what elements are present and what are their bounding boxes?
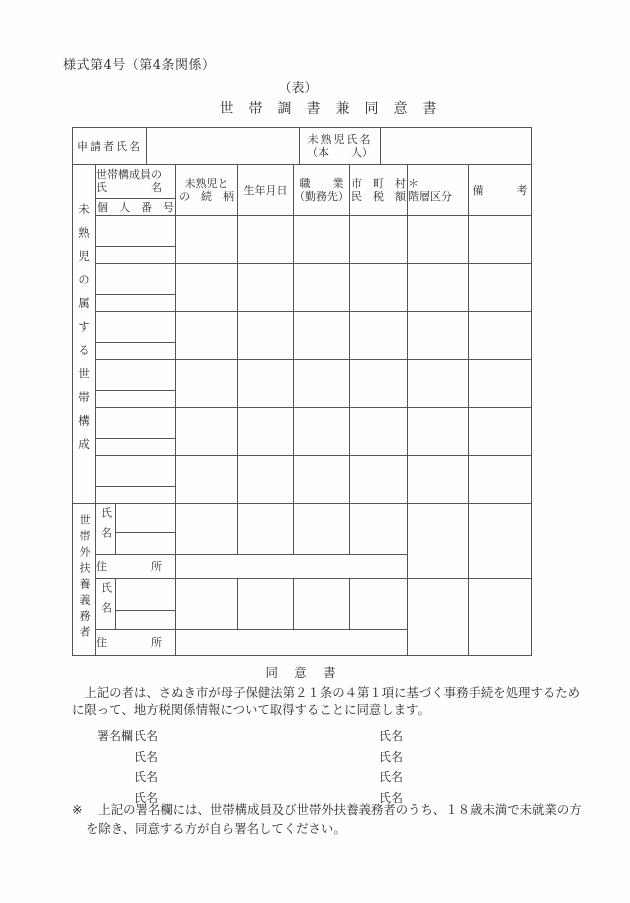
- member-name-field: [96, 455, 176, 486]
- consent-section: [72, 663, 587, 718]
- dependent-name-field: [116, 503, 176, 532]
- municipal-tax-field: [350, 311, 408, 359]
- household-section-label-text: 未熟児の属する世帯構成: [77, 202, 91, 462]
- birthdate-field: [238, 263, 294, 311]
- dependent-relationship-field: [176, 578, 238, 629]
- signature-name-label: 氏名: [379, 749, 404, 764]
- dependent-address-label: 住 所: [96, 554, 176, 578]
- signature-name-label: 氏名: [134, 770, 159, 784]
- tier-field: [408, 311, 469, 359]
- side-indicator: （表）: [278, 81, 318, 96]
- signature-section: [97, 727, 403, 809]
- form-number: 様式第4号（第4条関係）: [63, 58, 216, 73]
- member-number-field: [96, 486, 176, 503]
- footnote-section: [72, 800, 582, 838]
- remarks-field: [469, 359, 532, 407]
- dependent-municipal-tax-field: [350, 578, 408, 629]
- remarks-field: [469, 407, 532, 455]
- member-name-header: [96, 164, 176, 198]
- occupation-field: [294, 215, 350, 263]
- occupation-header: 職 業 （勤務先）: [294, 164, 350, 215]
- signature-column-label: 署名欄: [97, 729, 134, 743]
- household-survey-table: [72, 127, 531, 656]
- member-name-field: [96, 263, 176, 294]
- dependents-section-label: [73, 503, 96, 655]
- dependent-occupation-field: [294, 578, 350, 629]
- member-number-field: [96, 246, 176, 263]
- municipal-tax-field: [350, 407, 408, 455]
- municipal-tax-field: [350, 455, 408, 503]
- infant-name-label: [300, 128, 381, 164]
- tier-field: [408, 263, 469, 311]
- member-name-field: [96, 407, 176, 438]
- member-number-field: [96, 438, 176, 455]
- signature-row: [97, 727, 403, 748]
- signature-row: [97, 768, 403, 789]
- birthdate-field: [238, 359, 294, 407]
- signature-name-label: 氏名: [134, 749, 159, 764]
- signature-row: [97, 748, 403, 769]
- relationship-field: [176, 407, 238, 455]
- applicant-row: [72, 127, 532, 164]
- dependent-address-label: 住 所: [96, 629, 176, 655]
- relationship-field: [176, 263, 238, 311]
- dependent-relationship-field: [176, 503, 238, 554]
- applicant-name-field: [147, 128, 300, 164]
- consent-text-line1: 上記の者は、さぬき市が母子保健法第２１条の４第１項に基づく事務手続を処理するため: [72, 685, 581, 700]
- dependent-number-field: [116, 532, 176, 554]
- member-number-field: [96, 342, 176, 359]
- birthdate-field: [238, 215, 294, 263]
- dependent-tier-field: [408, 578, 469, 655]
- occupation-field: [294, 359, 350, 407]
- infant-name-field: [381, 128, 532, 164]
- signature-name-label: 氏名: [379, 770, 404, 784]
- form-title: 世帯調書兼同意書: [219, 101, 452, 117]
- dependent-name-label: 氏名: [96, 578, 116, 629]
- birthdate-field: [238, 311, 294, 359]
- tier-field: [408, 359, 469, 407]
- consent-text-line2: に限って、地方税関係情報について取得することに同意します。: [72, 702, 430, 717]
- occupation-field: [294, 263, 350, 311]
- signature-name-label: 氏名: [379, 790, 404, 805]
- dependent-occupation-field: [294, 503, 350, 554]
- member-number-field: [96, 294, 176, 311]
- remarks-field: [469, 215, 532, 263]
- tier-header-asterisk: ＊: [408, 176, 419, 190]
- dependent-address-field: [176, 554, 408, 578]
- dependent-name-field: [116, 578, 176, 610]
- footnote-line2: を除き、同意する方が自ら署名してください。: [86, 821, 346, 836]
- infant-name-label-line2: （本 人）: [307, 145, 373, 159]
- dependents-section-label-text: 世帯外扶養義務者: [78, 513, 91, 642]
- consent-title: 同 意 書: [265, 665, 338, 680]
- dependent-address-field: [176, 629, 408, 655]
- footnote-line1: 上記の署名欄には、世帯構成員及び世帯外扶養義務者のうち、１８歳未満で未就業の方: [86, 802, 582, 817]
- remarks-header: 備 考: [469, 164, 532, 215]
- remarks-field: [469, 455, 532, 503]
- member-name-field: [96, 311, 176, 342]
- remarks-field: [469, 263, 532, 311]
- relationship-header: 未熟児と の 続 柄: [176, 164, 238, 215]
- tier-field: [408, 407, 469, 455]
- dependent-tier-field: [408, 503, 469, 578]
- footnote-marker: ※: [72, 802, 83, 817]
- member-name-field: [96, 359, 176, 390]
- occupation-field: [294, 407, 350, 455]
- tier-field: [408, 455, 469, 503]
- member-name-header-line1: 世帯構成員の: [96, 168, 162, 181]
- signature-name-label: 氏名: [379, 729, 404, 743]
- relationship-field: [176, 215, 238, 263]
- occupation-field: [294, 455, 350, 503]
- dependent-municipal-tax-field: [350, 503, 408, 554]
- remarks-field: [469, 311, 532, 359]
- member-number-field: [96, 390, 176, 407]
- dependent-remarks-field: [469, 578, 532, 655]
- personal-number-header: 個 人 番 号: [96, 198, 176, 215]
- member-name-header-line2: 氏 名: [96, 181, 162, 194]
- dependent-remarks-field: [469, 503, 532, 578]
- infant-name-label-line1: 未熟児氏名: [307, 132, 373, 146]
- signature-name-label: 氏名: [134, 790, 159, 805]
- relationship-field: [176, 311, 238, 359]
- tier-field: [408, 215, 469, 263]
- household-section-label: [73, 164, 96, 503]
- birthdate-header: 生年月日: [238, 164, 294, 215]
- member-name-field: [96, 215, 176, 246]
- municipal-tax-field: [350, 215, 408, 263]
- municipal-tax-header: 市 町 村 民 税 額: [350, 164, 408, 215]
- birthdate-field: [238, 407, 294, 455]
- occupation-field: [294, 311, 350, 359]
- footnote-text: [86, 800, 582, 838]
- municipal-tax-field: [350, 359, 408, 407]
- household-members-table: [72, 164, 532, 656]
- relationship-field: [176, 359, 238, 407]
- dependent-name-label: 氏名: [96, 503, 116, 554]
- dependent-birthdate-field: [238, 503, 294, 554]
- applicant-name-label: 申請者氏名: [73, 128, 147, 164]
- signature-name-label: 氏名: [134, 729, 159, 743]
- birthdate-field: [238, 455, 294, 503]
- municipal-tax-field: [350, 263, 408, 311]
- tier-header: ＊ 階層区分: [408, 164, 469, 215]
- relationship-field: [176, 455, 238, 503]
- dependent-number-field: [116, 610, 176, 629]
- dependent-birthdate-field: [238, 578, 294, 629]
